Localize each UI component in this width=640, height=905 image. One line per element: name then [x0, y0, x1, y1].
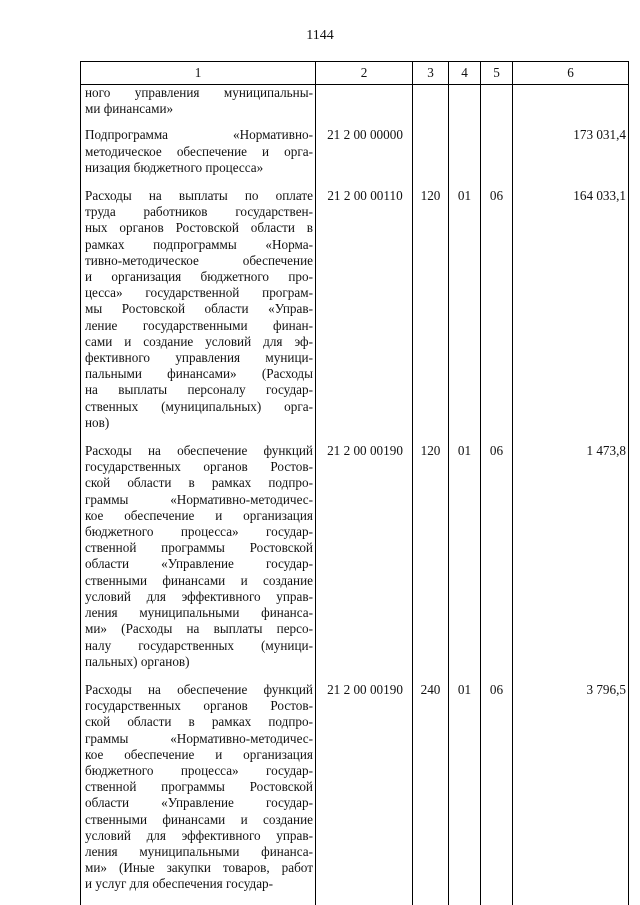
description-line: Расходы на обеспечение функций	[85, 443, 313, 459]
row-code: 21 2 00 00000	[316, 127, 413, 188]
description-line: условий для эффективного управ-	[85, 588, 313, 604]
table-row	[81, 443, 629, 682]
description-line: на выплаты персоналу государ-	[85, 382, 313, 398]
table-row	[81, 127, 629, 188]
page-number: 1144	[306, 28, 334, 43]
description-line: ление государственными финан-	[85, 317, 313, 333]
column-header-5: 5	[481, 62, 513, 85]
row-description	[81, 85, 316, 128]
row-amount: 1 473,8	[513, 443, 629, 682]
row-code: 21 2 00 00190	[316, 682, 413, 905]
description-line: фективного управления муници-	[85, 350, 313, 366]
description-line: граммы «Нормативно-методичес-	[85, 730, 313, 746]
row-description	[81, 127, 316, 188]
description-line: ской области в рамках подпро-	[85, 475, 313, 491]
description-line: пальных) органов)	[85, 653, 190, 669]
description-line: ственной программы Ростовской	[85, 779, 313, 795]
row-amount: 173 031,4	[513, 127, 629, 188]
description-line: пальными финансами» (Расходы	[85, 366, 313, 382]
description-line: тивно-методическое обеспечение	[85, 252, 313, 268]
description-line: нов)	[85, 414, 110, 430]
description-line: сами и создание условий для эф-	[85, 333, 313, 349]
row-pr: 06	[481, 188, 513, 443]
table-row	[81, 85, 629, 128]
description-line: ственной программы Ростовской	[85, 540, 313, 556]
description-line: ми» (Иные закупки товаров, работ	[85, 860, 313, 876]
row-amount: 164 033,1	[513, 188, 629, 443]
description-line: налу государственных (муници-	[85, 637, 313, 653]
row-amount	[513, 85, 629, 128]
row-vr	[413, 127, 449, 188]
column-header-2: 2	[316, 62, 413, 85]
row-pr: 06	[481, 443, 513, 682]
row-rz: 01	[449, 682, 481, 905]
row-rz: 01	[449, 443, 481, 682]
description-line: ных органов Ростовской области в	[85, 220, 313, 236]
row-description	[81, 443, 316, 682]
row-vr: 240	[413, 682, 449, 905]
row-code: 21 2 00 00190	[316, 443, 413, 682]
description-line: кое обеспечение и организация	[85, 746, 313, 762]
description-line: и организация бюджетного про-	[85, 269, 313, 285]
description-line: условий для эффективного управ-	[85, 827, 313, 843]
row-code	[316, 85, 413, 128]
description-line: труда работников государствен-	[85, 204, 313, 220]
row-vr: 120	[413, 188, 449, 443]
row-description	[81, 682, 316, 905]
row-pr	[481, 85, 513, 128]
description-line: бюджетного процесса» государ-	[85, 762, 313, 778]
table-row	[81, 682, 629, 905]
description-line: методическое обеспечение и орга-	[85, 143, 313, 159]
description-line: Расходы на выплаты по оплате	[85, 188, 313, 204]
description-line: и услуг для обеспечения государ-	[85, 876, 274, 892]
description-line: ми» (Расходы на выплаты персо-	[85, 621, 313, 637]
description-line: ственных (муниципальных) орга-	[85, 398, 313, 414]
column-header-6: 6	[513, 62, 629, 85]
description-line: кое обеспечение и организация	[85, 507, 313, 523]
row-description	[81, 188, 316, 443]
description-line: ления муниципальными финанса-	[85, 605, 313, 621]
row-amount: 3 796,5	[513, 682, 629, 905]
description-line: цесса» государственной програм-	[85, 285, 313, 301]
description-line: бюджетного процесса» государ-	[85, 524, 313, 540]
header-row	[81, 62, 629, 85]
description-line: низация бюджетного процесса»	[85, 159, 264, 175]
row-rz	[449, 127, 481, 188]
description-line: мы Ростовской области «Управ-	[85, 301, 313, 317]
description-line: государственных органов Ростов-	[85, 459, 313, 475]
description-line: ления муниципальными финанса-	[85, 843, 313, 859]
description-line: ми финансами»	[85, 101, 174, 117]
description-line: области «Управление государ-	[85, 795, 313, 811]
row-rz: 01	[449, 188, 481, 443]
description-line: Расходы на обеспечение функций	[85, 681, 313, 697]
row-rz	[449, 85, 481, 128]
row-pr	[481, 127, 513, 188]
row-vr: 120	[413, 443, 449, 682]
description-line: граммы «Нормативно-методичес-	[85, 491, 313, 507]
budget-table	[80, 61, 629, 905]
row-code: 21 2 00 00110	[316, 188, 413, 443]
description-line: Подпрограмма «Нормативно-	[85, 127, 313, 143]
column-header-4: 4	[449, 62, 481, 85]
description-line: ственными финансами и создание	[85, 811, 313, 827]
row-vr	[413, 85, 449, 128]
description-line: ственными финансами и создание	[85, 572, 313, 588]
description-line: государственных органов Ростов-	[85, 698, 313, 714]
description-line: ской области в рамках подпро-	[85, 714, 313, 730]
row-pr: 06	[481, 682, 513, 905]
description-line: области «Управление государ-	[85, 556, 313, 572]
table-row	[81, 188, 629, 443]
description-line: ного управления муниципальны-	[85, 85, 313, 100]
description-line: рамках подпрограммы «Норма-	[85, 236, 313, 252]
column-header-3: 3	[413, 62, 449, 85]
column-header-1: 1	[81, 62, 316, 85]
